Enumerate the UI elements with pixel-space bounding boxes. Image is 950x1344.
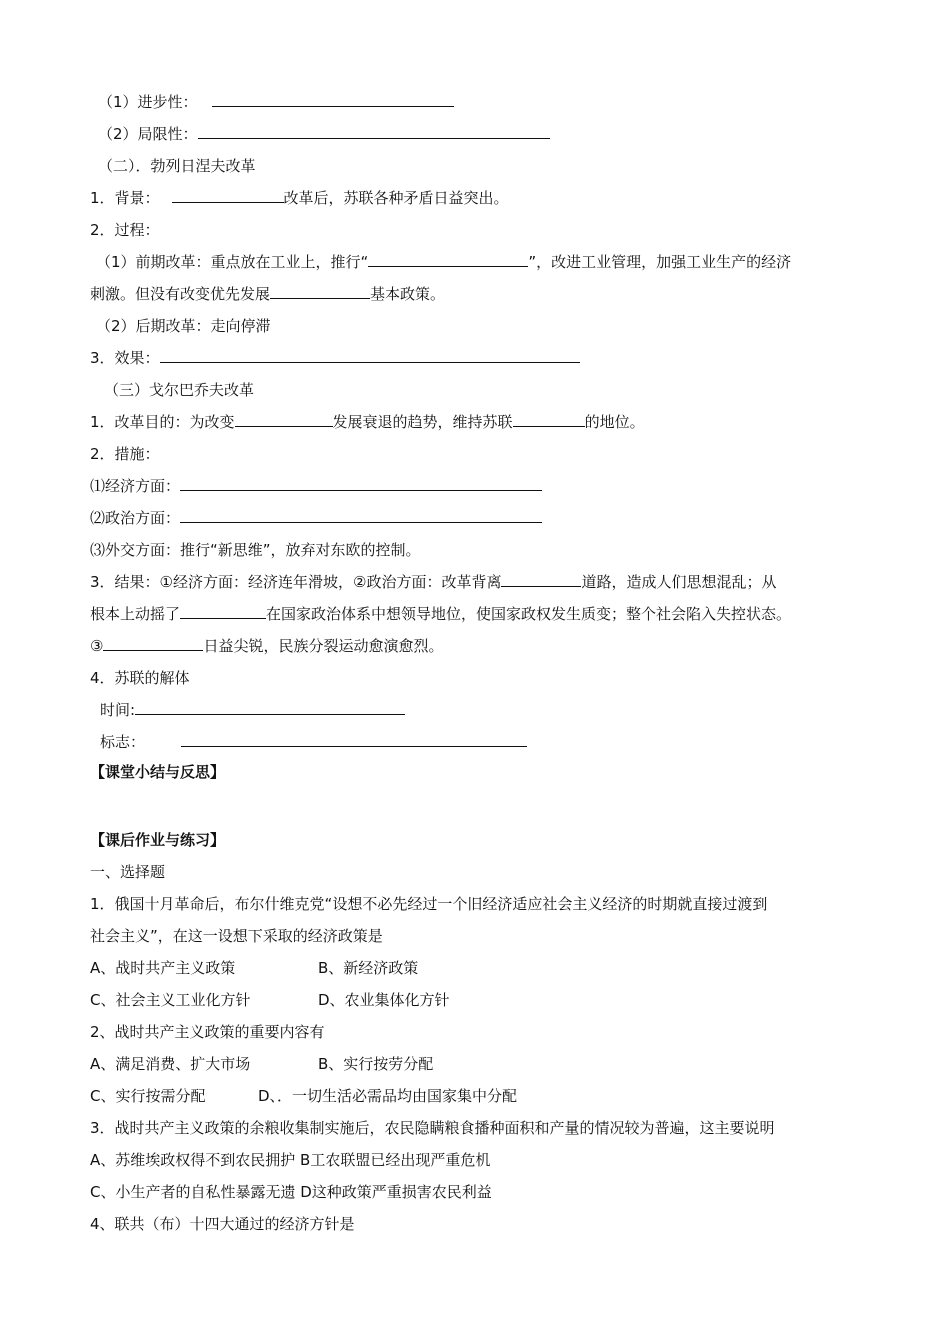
goal-line: [90, 412, 645, 434]
background-line: [90, 188, 509, 210]
progress-line: [98, 92, 454, 114]
brezhnev-heading: （二）．勃列日涅夫改革: [98, 157, 256, 175]
result-text-2: 道路，造成人们思想混乱；从: [581, 573, 777, 591]
priority-blank[interactable]: [270, 284, 370, 299]
result-text: 3．结果：①经济方面：经济连年滑坡，②政治方面：改革背离: [90, 573, 502, 591]
dissolution-heading: 4．苏联的解体: [90, 669, 190, 687]
effect-line: [90, 348, 580, 370]
goal-text: 1．改革目的：为改变: [90, 413, 235, 431]
early-reform-cont-2: 基本政策。: [370, 285, 446, 303]
q2-stem: 2、战时共产主义政策的重要内容有: [90, 1023, 325, 1041]
result-line-1: [90, 572, 776, 594]
political-blank[interactable]: [180, 508, 542, 523]
gorbachev-heading: （三）戈尔巴乔夫改革: [104, 381, 255, 399]
late-reform-line: （2）后期改革：走向停滞: [96, 317, 271, 335]
q1-stem-line-1: 1．俄国十月革命后，布尔什维克党“设想不必先经过一个旧经济适应社会主义经济的时期就直接过渡到: [90, 895, 768, 913]
early-reform-line: [96, 252, 791, 274]
goal-text-2: 发展衰退的趋势，维持苏联: [332, 413, 513, 431]
background-blank[interactable]: [172, 188, 284, 203]
q3-stem: 3．战时共产主义政策的余粮收集制实施后，农民隐瞒粮食播种面积和产量的情况较为普遍，这主要说明: [90, 1119, 775, 1137]
q4-stem: 4、联共（布）十四大通过的经济方针是: [90, 1215, 355, 1233]
result-blank-3[interactable]: [103, 636, 203, 651]
mark-label: 标志：: [100, 733, 146, 751]
early-reform-text: （1）前期改革：重点放在工业上，推行“: [96, 253, 369, 271]
early-reform-cont: 刺激。但没有改变优先发展: [90, 285, 271, 303]
progress-blank[interactable]: [212, 92, 454, 107]
foreign-line: ⑶外交方面：推行“新思维”，放弃对东欧的控制。: [90, 541, 421, 559]
time-line: [100, 700, 405, 722]
economic-line: [90, 476, 542, 498]
q1-stem-line-2: 社会主义”，在这一设想下采取的经济政策是: [90, 927, 383, 945]
q1-option-b[interactable]: B、新经济政策: [318, 959, 419, 977]
result-blank-1[interactable]: [501, 572, 581, 587]
homework-heading: 【课后作业与练习】: [90, 831, 226, 849]
q2-option-c[interactable]: C、实行按需分配: [90, 1087, 206, 1105]
q1-option-a[interactable]: A、战时共产主义政策: [90, 959, 236, 977]
choice-heading: 一、选择题: [90, 863, 166, 881]
q3-options-ab[interactable]: A、苏维埃政权得不到农民拥护 B工农联盟已经出现严重危机: [90, 1151, 491, 1169]
time-label: 时间:: [100, 701, 136, 719]
q1-option-d[interactable]: D、农业集体化方针: [318, 991, 450, 1009]
early-reform-text-2: ”，改进工业管理，加强工业生产的经济: [528, 253, 792, 271]
measures-label: 2．措施：: [90, 445, 160, 463]
goal-blank-1[interactable]: [235, 412, 333, 427]
result-text-4: 在国家政治体系中想领导地位，使国家政权发生质变；整个社会陷入失控状态。: [266, 605, 792, 623]
result-blank-2[interactable]: [180, 604, 266, 619]
goal-text-3: 的地位。: [584, 413, 645, 431]
early-reform-line-2: [90, 284, 445, 306]
economic-label: ⑴经济方面：: [90, 477, 181, 495]
early-reform-blank[interactable]: [368, 252, 528, 267]
result-line-2: [90, 604, 791, 626]
summary-heading: 【课堂小结与反思】: [90, 763, 226, 781]
progress-label: （1）进步性：: [98, 93, 198, 111]
effect-blank[interactable]: [160, 348, 580, 363]
background-label: 1．背景：: [90, 189, 160, 207]
political-line: [90, 508, 542, 530]
q1-option-c[interactable]: C、社会主义工业化方针: [90, 991, 251, 1009]
q3-options-cd[interactable]: C、小生产者的自私性暴露无遗 D这种政策严重损害农民利益: [90, 1183, 492, 1201]
q2-option-b[interactable]: B、实行按劳分配: [318, 1055, 434, 1073]
effect-label: 3．效果：: [90, 349, 160, 367]
result-text-6: 日益尖锐，民族分裂运动愈演愈烈。: [203, 637, 444, 655]
limit-blank[interactable]: [198, 124, 550, 139]
limit-label: （2）局限性：: [98, 125, 198, 143]
time-blank[interactable]: [135, 700, 405, 715]
process-label: 2．过程：: [90, 221, 160, 239]
result-line-3: [90, 636, 443, 658]
limit-line: [98, 124, 550, 146]
mark-blank[interactable]: [181, 732, 527, 747]
mark-line: [100, 732, 527, 754]
q2-option-a[interactable]: A、满足消费、扩大市场: [90, 1055, 251, 1073]
result-text-3: 根本上动摇了: [90, 605, 181, 623]
q2-option-d[interactable]: D、．一切生活必需品均由国家集中分配: [258, 1087, 518, 1105]
result-text-5: ③: [90, 637, 104, 655]
goal-blank-2[interactable]: [513, 412, 585, 427]
political-label: ⑵政治方面：: [90, 509, 181, 527]
background-text: 改革后，苏联各种矛盾日益突出。: [283, 189, 509, 207]
economic-blank[interactable]: [180, 476, 542, 491]
